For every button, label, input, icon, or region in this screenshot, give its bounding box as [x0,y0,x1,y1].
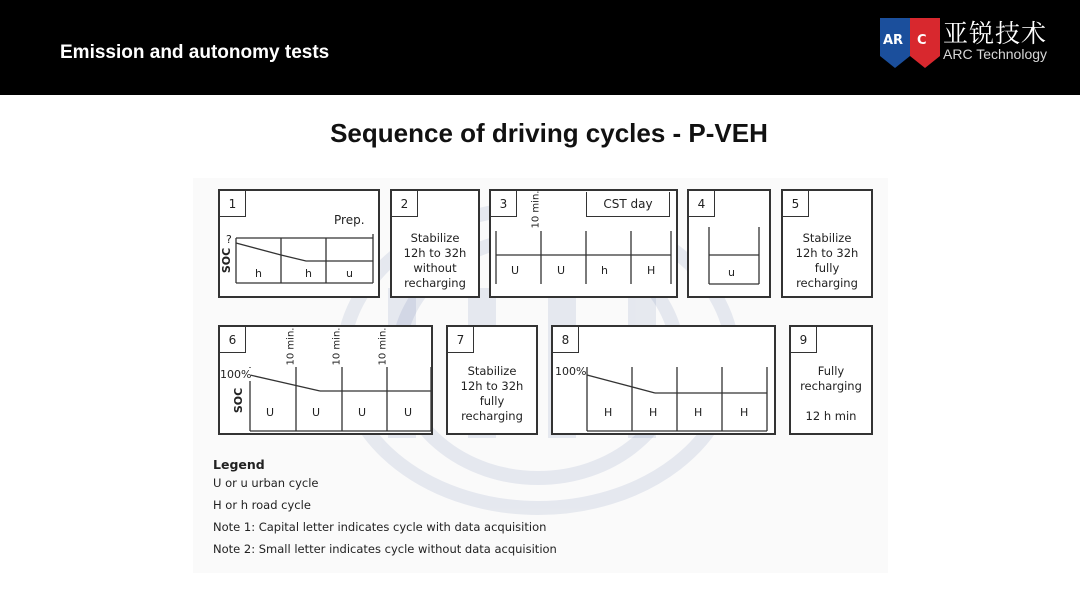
step-text-line: 12h to 32h [795,246,859,260]
step-text-line: Stabilize [467,364,517,378]
cycle-label: H [647,264,656,277]
cycle-label: u [346,267,353,280]
step-text-line: fully [479,394,505,408]
legend-item: H or h road cycle [213,498,311,512]
duration-label: 10 min. [377,327,389,366]
step-8-box [551,325,776,435]
step-text-line: recharging [461,409,523,423]
step-text-line: 12h to 32h [403,246,467,260]
soc-axis-label: SOC [232,387,246,414]
cycle-label: h [601,264,608,277]
prep-label: Prep. [334,213,365,227]
step-text-line: without [413,261,457,275]
step-number: 5 [783,191,809,217]
soc-graph [220,191,378,296]
cycle-label: U [511,264,520,277]
step-number: 4 [689,191,715,217]
step-number: 3 [491,191,517,217]
soc-100-label: 100% [555,365,587,378]
step-number: 9 [791,327,817,353]
step-6-box [218,325,433,435]
step-9-box [789,325,873,435]
step-text-line: 12h to 32h [460,379,524,393]
slide-title: Sequence of driving cycles - P-VEH [330,118,768,148]
step-number: 6 [220,327,246,353]
step-text-line: Stabilize [410,231,460,245]
legend-title: Legend [213,457,265,472]
legend-item: Note 2: Small letter indicates cycle without data acquisition [213,542,557,556]
cycle-label: H [649,406,658,419]
cycle-label: u [728,266,735,279]
legend [213,457,557,556]
legend-item: U or u urban cycle [213,476,319,490]
cycle-label: h [305,267,312,280]
step-5-box [781,189,873,298]
brand-name-en: ARC Technology [943,46,1048,62]
step-text-line: 12 h min [805,409,857,423]
duration-label: 10 min. [530,190,542,229]
cycle-label: U [557,264,566,277]
cycle-label: U [312,406,321,419]
duration-label: 10 min. [331,327,343,366]
step-text-line: Stabilize [802,231,852,245]
duration-label: 10 min. [285,327,297,366]
header-bar [0,0,1080,95]
soc-axis-label: SOC [220,247,234,274]
step-number: 7 [448,327,474,353]
cycle-label: h [255,267,262,280]
step-4-box [687,189,771,298]
step-text-line: recharging [796,276,858,290]
brand-name-cn: 亚锐技术 [943,19,1048,48]
step-1-box [218,189,380,298]
arc-logo-icon [880,16,940,70]
cycle-label: U [404,406,413,419]
svg-text:C: C [917,33,927,48]
step-7-box [446,325,538,435]
soc-unknown-label: ? [226,233,232,246]
step-number: 8 [553,327,579,353]
step-text-line: fully [814,261,840,275]
cycle-label: U [266,406,275,419]
step-text-line: recharging [404,276,466,290]
legend-item: Note 1: Capital letter indicates cycle with data acquisition [213,520,547,534]
cst-day-tag: CST day [586,192,670,217]
step-number: 1 [220,191,246,217]
step-number: 2 [392,191,418,217]
cycle-graph [689,191,769,296]
cycle-label: H [604,406,613,419]
step-text-line: Fully [817,364,845,378]
soc-graph [220,327,431,433]
cycle-label: U [358,406,367,419]
cycle-label: H [694,406,703,419]
step-text-line: recharging [800,379,862,393]
svg-text:AR: AR [883,33,904,48]
step-2-box [390,189,480,298]
header-title: Emission and autonomy tests [60,42,330,63]
soc-100-label: 100% [220,368,252,381]
step-3-box [489,189,678,298]
cycle-label: H [740,406,749,419]
